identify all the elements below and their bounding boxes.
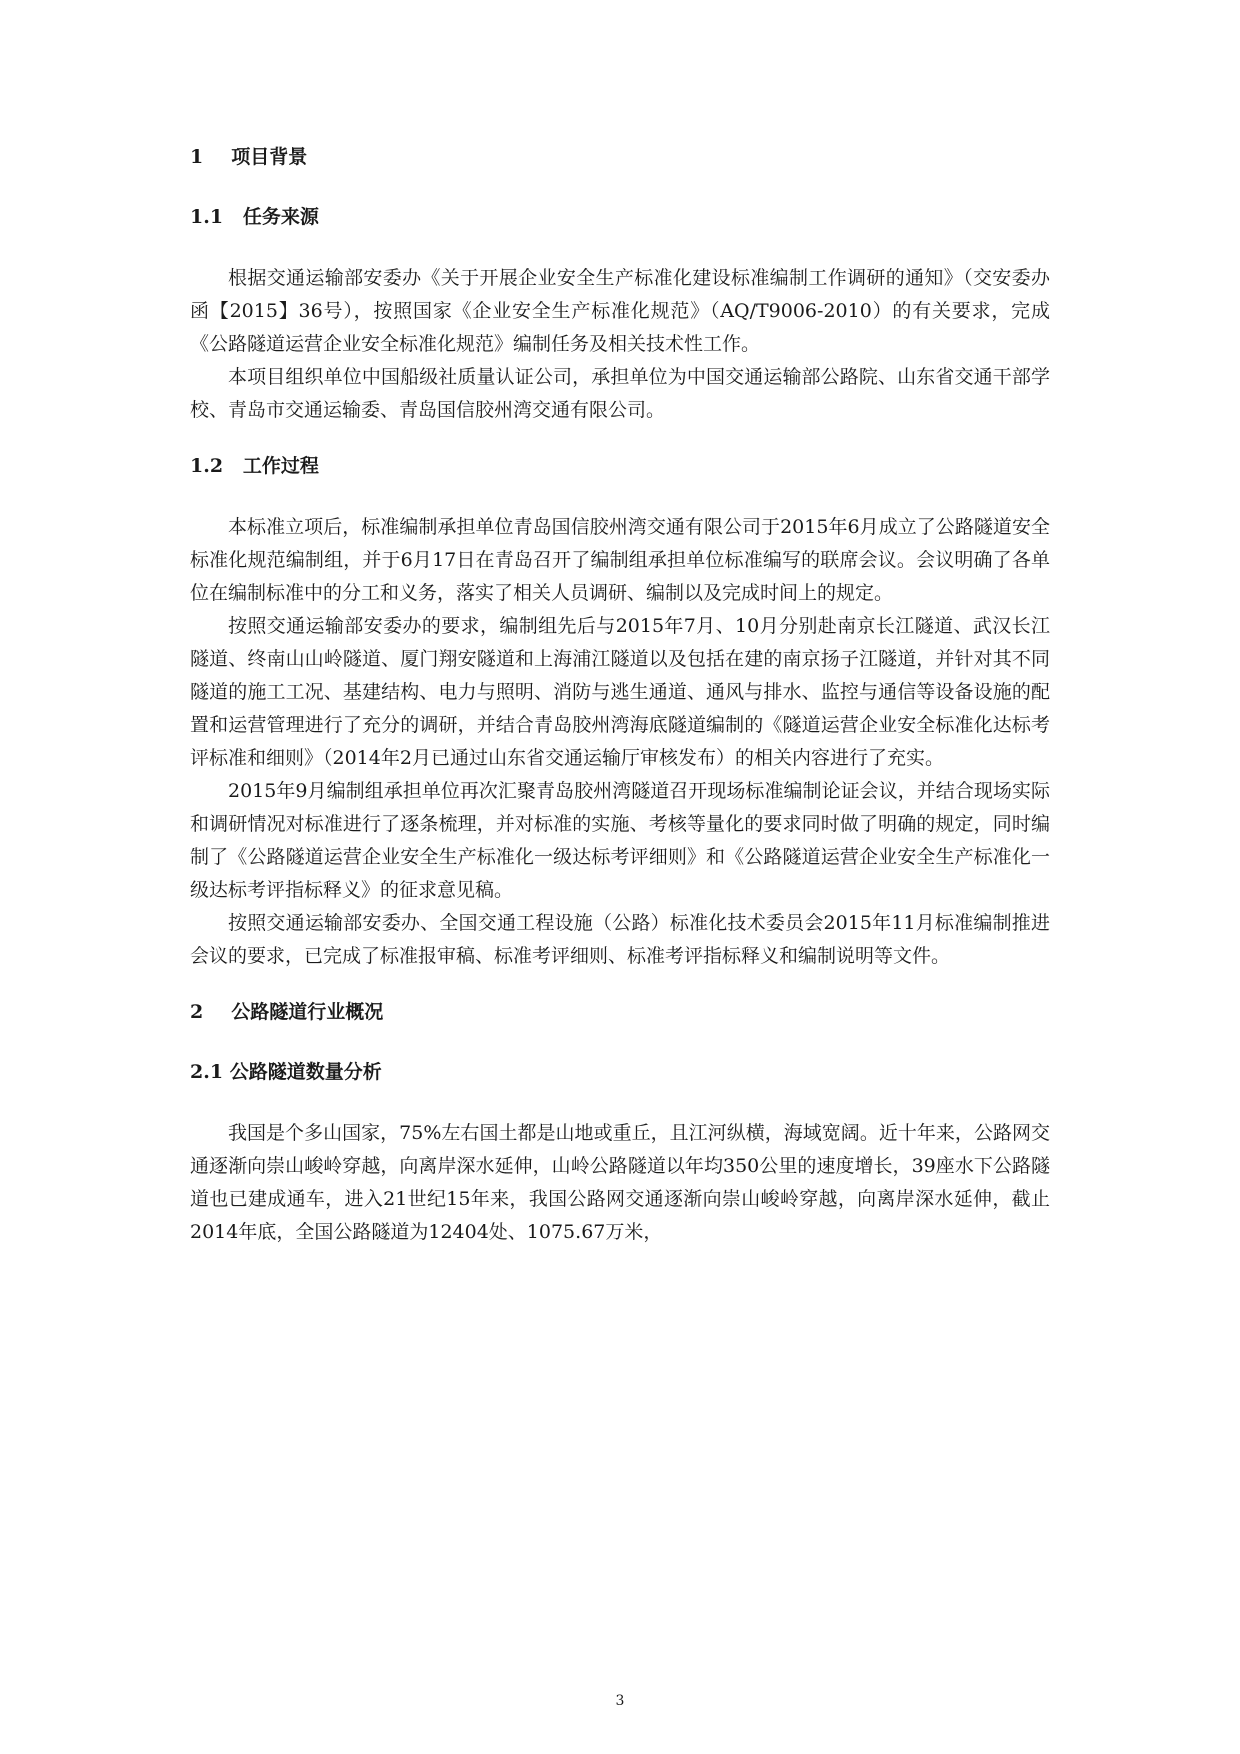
heading-title: 公路隧道行业概况 [231, 1001, 384, 1023]
heading-section-2 [190, 997, 1050, 1027]
heading-title: 公路隧道数量分析 [229, 1061, 382, 1083]
heading-section-2-1 [190, 1057, 1050, 1087]
heading-title: 任务来源 [242, 206, 319, 228]
heading-section-1 [190, 142, 1050, 172]
paragraph-task-source-2: 本项目组织单位中国船级社质量认证公司，承担单位为中国交通运输部公路院、山东省交通干部学校、青岛市交通运输委、青岛国信胶州湾交通有限公司。 [190, 366, 1050, 421]
heading-title: 工作过程 [242, 455, 319, 477]
heading-section-1-1 [190, 202, 1050, 232]
paragraph-work-process-2: 按照交通运输部安委办的要求，编制组先后与2015年7月、10月分别赴南京长江隧道、武汉长江隧道、终南山山岭隧道、厦门翔安隧道和上海浦江隧道以及包括在建的南京扬子江隧道，并针对其不同隧道的施工工况、基建结构、电力与照明、消防与逃生通道、通风与排水、监控与通信等设备设施的配置和运营管理进行了充分的调研，并结合青岛胶州湾海底隧道编制的《隧道运营企业安全标准化达标考评标准和细则》（2014年2月已通过山东省交通运输厅审核发布）的相关内容进行了充实。 [190, 615, 1050, 769]
paragraph-work-process-1: 本标准立项后，标准编制承担单位青岛国信胶州湾交通有限公司于2015年6月成立了公路隧道安全标准化规范编制组，并于6月17日在青岛召开了编制组承担单位标准编写的联席会议。会议明确了各单位在编制标准中的分工和义务，落实了相关人员调研、编制以及完成时间上的规定。 [190, 516, 1050, 604]
heading-title: 项目背景 [231, 146, 308, 168]
paragraph-task-source-1: 根据交通运输部安委办《关于开展企业安全生产标准化建设标准编制工作调研的通知》（交安委办函【2015】36号），按照国家《企业安全生产标准化规范》（AQ/T9006-2010）的有关要求，完成《公路隧道运营企业安全标准化规范》编制任务及相关技术性工作。 [190, 267, 1050, 355]
paragraph-tunnel-quantity: 我国是个多山国家，75%左右国土都是山地或重丘，且江河纵横，海域宽阔。近十年来，公路网交通逐渐向崇山峻岭穿越，向离岸深水延伸，山岭公路隧道以年均350公里的速度增长，39座水下公路隧道也已建成通车，进入21世纪15年来，我国公路网交通逐渐向崇山峻岭穿越，向离岸深水延伸，截止2014年底，全国公路隧道为12404处、1075.67万米， [190, 1122, 1050, 1243]
heading-section-1-2 [190, 451, 1050, 481]
document-body [190, 142, 1050, 1249]
heading-number: 1.2 [190, 455, 224, 477]
paragraph-work-process-3: 2015年9月编制组承担单位再次汇聚青岛胶州湾隧道召开现场标准编制论证会议，并结合现场实际和调研情况对标准进行了逐条梳理，并对标准的实施、考核等量化的要求同时做了明确的规定，同时编制了《公路隧道运营企业安全生产标准化一级达标考评细则》和《公路隧道运营企业安全生产标准化一级达标考评指标释义》的征求意见稿。 [190, 780, 1050, 901]
paragraph-work-process-4: 按照交通运输部安委办、全国交通工程设施（公路）标准化技术委员会2015年11月标准编制推进会议的要求，已完成了标准报审稿、标准考评细则、标准考评指标释义和编制说明等文件。 [190, 912, 1050, 967]
heading-number: 1.1 [190, 206, 224, 228]
heading-number: 2.1 [190, 1061, 224, 1083]
heading-number: 2 [190, 1001, 204, 1023]
heading-number: 1 [190, 146, 204, 168]
page-number: 3 [615, 1693, 625, 1709]
